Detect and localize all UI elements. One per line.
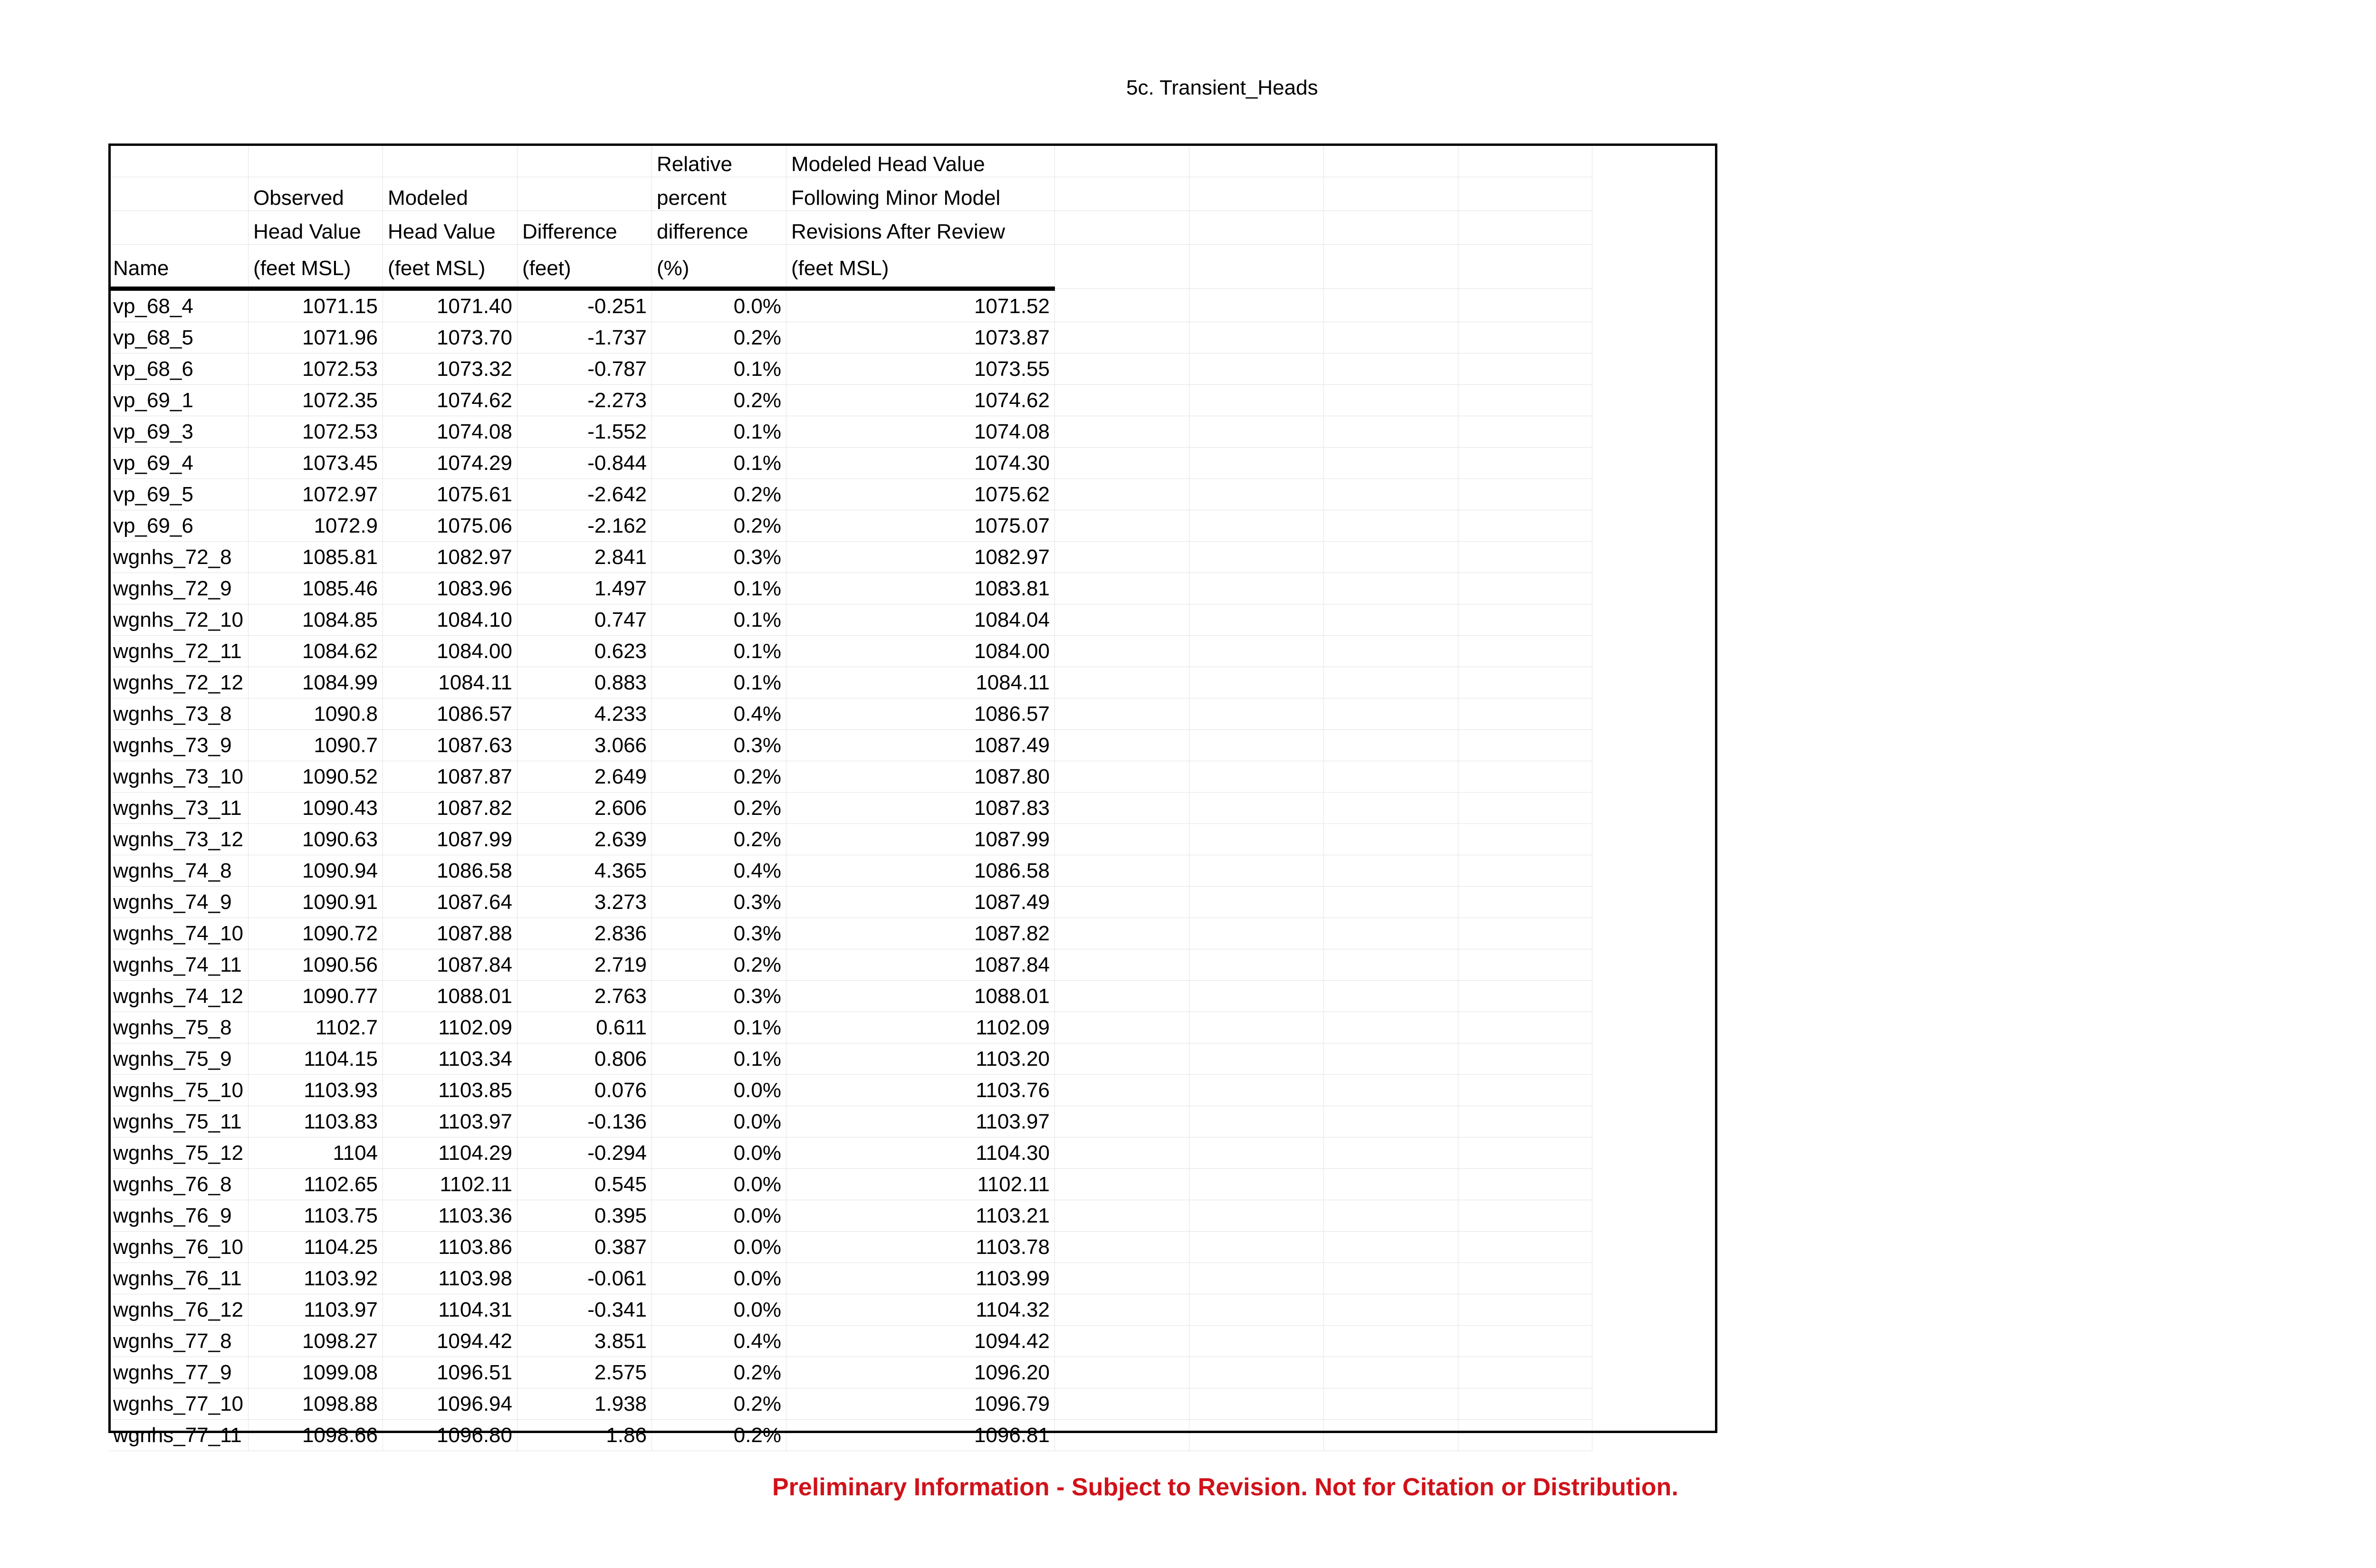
- cell-name[interactable]: vp_69_5: [108, 479, 249, 510]
- cell-revised-modeled-head[interactable]: 1103.20: [786, 1043, 1055, 1075]
- cell-observed-head[interactable]: 1090.77: [249, 981, 383, 1012]
- cell-observed-head[interactable]: 1085.46: [249, 573, 383, 604]
- cell-revised-modeled-head[interactable]: 1104.32: [786, 1294, 1055, 1326]
- cell-difference[interactable]: 1.938: [517, 1388, 652, 1420]
- cell-name[interactable]: wgnhs_73_9: [108, 730, 249, 761]
- cell-difference[interactable]: -0.251: [517, 289, 652, 322]
- header-cell-relative[interactable]: (%): [652, 245, 786, 289]
- cell-relative-percent-difference[interactable]: 0.0%: [652, 1138, 786, 1169]
- cell-revised-modeled-head[interactable]: 1087.49: [786, 730, 1055, 761]
- cell-observed-head[interactable]: 1090.8: [249, 698, 383, 730]
- cell-modeled-head[interactable]: 1087.88: [383, 918, 517, 949]
- cell-modeled-head[interactable]: 1104.29: [383, 1138, 517, 1169]
- cell-modeled-head[interactable]: 1087.64: [383, 887, 517, 918]
- cell-revised-modeled-head[interactable]: 1087.80: [786, 761, 1055, 793]
- cell-difference[interactable]: 2.649: [517, 761, 652, 793]
- cell-difference[interactable]: 4.233: [517, 698, 652, 730]
- cell-relative-percent-difference[interactable]: 0.2%: [652, 322, 786, 354]
- cell-relative-percent-difference[interactable]: 0.2%: [652, 385, 786, 416]
- cell-relative-percent-difference[interactable]: 0.2%: [652, 793, 786, 824]
- cell-modeled-head[interactable]: 1075.06: [383, 510, 517, 542]
- cell-observed-head[interactable]: 1103.75: [249, 1200, 383, 1232]
- cell-revised-modeled-head[interactable]: 1074.30: [786, 448, 1055, 479]
- cell-modeled-head[interactable]: 1073.70: [383, 322, 517, 354]
- cell-name[interactable]: wgnhs_73_12: [108, 824, 249, 855]
- cell-revised-modeled-head[interactable]: 1104.30: [786, 1138, 1055, 1169]
- cell-modeled-head[interactable]: 1102.11: [383, 1169, 517, 1200]
- cell-observed-head[interactable]: 1102.7: [249, 1012, 383, 1043]
- cell-revised-modeled-head[interactable]: 1103.76: [786, 1075, 1055, 1106]
- cell-name[interactable]: wgnhs_75_9: [108, 1043, 249, 1075]
- cell-observed-head[interactable]: 1073.45: [249, 448, 383, 479]
- header-cell-relative[interactable]: difference: [652, 211, 786, 245]
- cell-name[interactable]: vp_68_6: [108, 354, 249, 385]
- cell-revised-modeled-head[interactable]: 1073.55: [786, 354, 1055, 385]
- cell-name[interactable]: vp_69_1: [108, 385, 249, 416]
- cell-name[interactable]: wgnhs_74_11: [108, 949, 249, 981]
- cell-relative-percent-difference[interactable]: 0.1%: [652, 604, 786, 636]
- cell-modeled-head[interactable]: 1084.11: [383, 667, 517, 698]
- cell-name[interactable]: wgnhs_75_10: [108, 1075, 249, 1106]
- cell-difference[interactable]: 0.747: [517, 604, 652, 636]
- cell-difference[interactable]: 2.763: [517, 981, 652, 1012]
- cell-observed-head[interactable]: 1084.99: [249, 667, 383, 698]
- cell-revised-modeled-head[interactable]: 1096.20: [786, 1357, 1055, 1388]
- cell-observed-head[interactable]: 1084.62: [249, 636, 383, 667]
- cell-revised-modeled-head[interactable]: 1087.84: [786, 949, 1055, 981]
- cell-difference[interactable]: 0.883: [517, 667, 652, 698]
- cell-name[interactable]: wgnhs_77_11: [108, 1420, 249, 1451]
- cell-modeled-head[interactable]: 1087.99: [383, 824, 517, 855]
- cell-revised-modeled-head[interactable]: 1087.99: [786, 824, 1055, 855]
- cell-observed-head[interactable]: 1090.63: [249, 824, 383, 855]
- cell-revised-modeled-head[interactable]: 1082.97: [786, 542, 1055, 573]
- cell-modeled-head[interactable]: 1087.82: [383, 793, 517, 824]
- table-frame: [108, 143, 1717, 1433]
- cell-modeled-head[interactable]: 1104.31: [383, 1294, 517, 1326]
- cell-name[interactable]: wgnhs_75_8: [108, 1012, 249, 1043]
- cell-relative-percent-difference[interactable]: 0.0%: [652, 1232, 786, 1263]
- cell-observed-head[interactable]: 1102.65: [249, 1169, 383, 1200]
- cell-name[interactable]: wgnhs_72_11: [108, 636, 249, 667]
- cell-difference[interactable]: -0.341: [517, 1294, 652, 1326]
- cell-relative-percent-difference[interactable]: 0.2%: [652, 1388, 786, 1420]
- cell-modeled-head[interactable]: 1083.96: [383, 573, 517, 604]
- cell-revised-modeled-head[interactable]: 1084.11: [786, 667, 1055, 698]
- preliminary-notice: Preliminary Information - Subject to Revision. Not for Citation or Distribution.: [772, 1473, 1678, 1501]
- cell-revised-modeled-head[interactable]: 1102.11: [786, 1169, 1055, 1200]
- cell-observed-head[interactable]: 1090.91: [249, 887, 383, 918]
- cell-observed-head[interactable]: 1104: [249, 1138, 383, 1169]
- header-cell-revised[interactable]: Revisions After Review: [786, 211, 1055, 245]
- cell-relative-percent-difference[interactable]: 0.0%: [652, 1075, 786, 1106]
- cell-modeled-head[interactable]: 1075.61: [383, 479, 517, 510]
- cell-revised-modeled-head[interactable]: 1086.57: [786, 698, 1055, 730]
- cell-relative-percent-difference[interactable]: 0.2%: [652, 510, 786, 542]
- cell-revised-modeled-head[interactable]: 1075.62: [786, 479, 1055, 510]
- cell-difference[interactable]: 1.497: [517, 573, 652, 604]
- header-cell-observed[interactable]: Observed: [249, 177, 383, 211]
- cell-name[interactable]: wgnhs_76_8: [108, 1169, 249, 1200]
- cell-name[interactable]: wgnhs_74_9: [108, 887, 249, 918]
- cell-difference[interactable]: 2.639: [517, 824, 652, 855]
- cell-name[interactable]: wgnhs_75_12: [108, 1138, 249, 1169]
- cell-modeled-head[interactable]: 1094.42: [383, 1326, 517, 1357]
- cell-relative-percent-difference[interactable]: 0.0%: [652, 1263, 786, 1294]
- cell-revised-modeled-head[interactable]: 1087.83: [786, 793, 1055, 824]
- cell-revised-modeled-head[interactable]: 1071.52: [786, 289, 1055, 322]
- cell-observed-head[interactable]: 1090.56: [249, 949, 383, 981]
- cell-observed-head[interactable]: 1103.97: [249, 1294, 383, 1326]
- cell-observed-head[interactable]: 1071.96: [249, 322, 383, 354]
- cell-revised-modeled-head[interactable]: 1102.09: [786, 1012, 1055, 1043]
- cell-relative-percent-difference[interactable]: 0.1%: [652, 636, 786, 667]
- cell-name[interactable]: wgnhs_74_12: [108, 981, 249, 1012]
- cell-revised-modeled-head[interactable]: 1084.00: [786, 636, 1055, 667]
- header-cell-observed[interactable]: (feet MSL): [249, 245, 383, 289]
- cell-modeled-head[interactable]: 1103.85: [383, 1075, 517, 1106]
- cell-difference[interactable]: 0.395: [517, 1200, 652, 1232]
- cell-observed-head[interactable]: 1098.27: [249, 1326, 383, 1357]
- cell-revised-modeled-head[interactable]: 1088.01: [786, 981, 1055, 1012]
- cell-observed-head[interactable]: 1103.83: [249, 1106, 383, 1138]
- cell-relative-percent-difference[interactable]: 0.2%: [652, 761, 786, 793]
- cell-name[interactable]: wgnhs_77_10: [108, 1388, 249, 1420]
- cell-difference[interactable]: 0.806: [517, 1043, 652, 1075]
- cell-modeled-head[interactable]: 1084.00: [383, 636, 517, 667]
- cell-revised-modeled-head[interactable]: 1087.49: [786, 887, 1055, 918]
- cell-difference[interactable]: -2.273: [517, 385, 652, 416]
- cell-revised-modeled-head[interactable]: 1103.97: [786, 1106, 1055, 1138]
- cell-name[interactable]: wgnhs_76_9: [108, 1200, 249, 1232]
- cell-revised-modeled-head[interactable]: 1096.81: [786, 1420, 1055, 1451]
- cell-difference[interactable]: 0.076: [517, 1075, 652, 1106]
- cell-name[interactable]: wgnhs_74_8: [108, 855, 249, 887]
- cell-modeled-head[interactable]: 1074.62: [383, 385, 517, 416]
- cell-relative-percent-difference[interactable]: 0.0%: [652, 1106, 786, 1138]
- header-cell-observed[interactable]: Head Value: [249, 211, 383, 245]
- cell-relative-percent-difference[interactable]: 0.1%: [652, 667, 786, 698]
- cell-name[interactable]: vp_69_3: [108, 416, 249, 448]
- cell-relative-percent-difference[interactable]: 0.3%: [652, 918, 786, 949]
- cell-difference[interactable]: 2.841: [517, 542, 652, 573]
- cell-name[interactable]: wgnhs_77_8: [108, 1326, 249, 1357]
- cell-difference[interactable]: -1.552: [517, 416, 652, 448]
- cell-relative-percent-difference[interactable]: 0.4%: [652, 698, 786, 730]
- cell-observed-head[interactable]: 1072.97: [249, 479, 383, 510]
- cell-modeled-head[interactable]: 1096.80: [383, 1420, 517, 1451]
- cell-observed-head[interactable]: 1072.53: [249, 416, 383, 448]
- cell-modeled-head[interactable]: 1074.29: [383, 448, 517, 479]
- cell-difference[interactable]: 2.836: [517, 918, 652, 949]
- cell-observed-head[interactable]: 1090.52: [249, 761, 383, 793]
- cell-observed-head[interactable]: 1099.08: [249, 1357, 383, 1388]
- cell-observed-head[interactable]: 1098.66: [249, 1420, 383, 1451]
- cell-observed-head[interactable]: 1104.15: [249, 1043, 383, 1075]
- header-cell-difference[interactable]: (feet): [517, 245, 652, 289]
- cell-modeled-head[interactable]: 1084.10: [383, 604, 517, 636]
- cell-difference[interactable]: 0.545: [517, 1169, 652, 1200]
- header-cell-modeled[interactable]: (feet MSL): [383, 245, 517, 289]
- cell-observed-head[interactable]: 1098.88: [249, 1388, 383, 1420]
- cell-relative-percent-difference[interactable]: 0.2%: [652, 824, 786, 855]
- cell-modeled-head[interactable]: 1096.94: [383, 1388, 517, 1420]
- cell-modeled-head[interactable]: 1088.01: [383, 981, 517, 1012]
- cell-observed-head[interactable]: 1071.15: [249, 289, 383, 322]
- cell-modeled-head[interactable]: 1103.98: [383, 1263, 517, 1294]
- cell-difference[interactable]: 0.387: [517, 1232, 652, 1263]
- cell-relative-percent-difference[interactable]: 0.3%: [652, 542, 786, 573]
- cell-relative-percent-difference[interactable]: 0.2%: [652, 949, 786, 981]
- cell-name[interactable]: wgnhs_72_10: [108, 604, 249, 636]
- cell-name[interactable]: wgnhs_76_12: [108, 1294, 249, 1326]
- cell-observed-head[interactable]: 1072.53: [249, 354, 383, 385]
- cell-observed-head[interactable]: 1104.25: [249, 1232, 383, 1263]
- cell-difference[interactable]: 0.623: [517, 636, 652, 667]
- cell-difference[interactable]: -2.162: [517, 510, 652, 542]
- cell-name[interactable]: wgnhs_73_10: [108, 761, 249, 793]
- cell-difference[interactable]: -0.787: [517, 354, 652, 385]
- cell-modeled-head[interactable]: 1086.58: [383, 855, 517, 887]
- cell-modeled-head[interactable]: 1102.09: [383, 1012, 517, 1043]
- cell-revised-modeled-head[interactable]: 1096.79: [786, 1388, 1055, 1420]
- cell-name[interactable]: wgnhs_76_11: [108, 1263, 249, 1294]
- cell-name[interactable]: vp_69_6: [108, 510, 249, 542]
- cell-modeled-head[interactable]: 1071.40: [383, 289, 517, 322]
- cell-observed-head[interactable]: 1072.9: [249, 510, 383, 542]
- cell-revised-modeled-head[interactable]: 1094.42: [786, 1326, 1055, 1357]
- header-cell-difference[interactable]: Difference: [517, 211, 652, 245]
- cell-relative-percent-difference[interactable]: 0.1%: [652, 448, 786, 479]
- cell-difference[interactable]: 1.86: [517, 1420, 652, 1451]
- cell-modeled-head[interactable]: 1087.87: [383, 761, 517, 793]
- cell-observed-head[interactable]: 1103.92: [249, 1263, 383, 1294]
- cell-difference[interactable]: 2.719: [517, 949, 652, 981]
- header-cell-relative[interactable]: percent: [652, 177, 786, 211]
- cell-difference[interactable]: 3.066: [517, 730, 652, 761]
- cell-name[interactable]: wgnhs_73_8: [108, 698, 249, 730]
- cell-difference[interactable]: 0.611: [517, 1012, 652, 1043]
- cell-relative-percent-difference[interactable]: 0.3%: [652, 887, 786, 918]
- cell-observed-head[interactable]: 1072.35: [249, 385, 383, 416]
- header-cell-name[interactable]: Name: [108, 245, 249, 289]
- cell-relative-percent-difference[interactable]: 0.2%: [652, 1420, 786, 1451]
- cell-observed-head[interactable]: 1090.72: [249, 918, 383, 949]
- cell-difference[interactable]: 3.851: [517, 1326, 652, 1357]
- cell-difference[interactable]: -1.737: [517, 322, 652, 354]
- cell-revised-modeled-head[interactable]: 1086.58: [786, 855, 1055, 887]
- header-cell-modeled[interactable]: Head Value: [383, 211, 517, 245]
- cell-relative-percent-difference[interactable]: 0.1%: [652, 416, 786, 448]
- cell-revised-modeled-head[interactable]: 1084.04: [786, 604, 1055, 636]
- cell-observed-head[interactable]: 1085.81: [249, 542, 383, 573]
- cell-difference[interactable]: 3.273: [517, 887, 652, 918]
- cell-modeled-head[interactable]: 1103.36: [383, 1200, 517, 1232]
- cell-name[interactable]: wgnhs_75_11: [108, 1106, 249, 1138]
- cell-relative-percent-difference[interactable]: 0.4%: [652, 855, 786, 887]
- cell-relative-percent-difference[interactable]: 0.1%: [652, 1043, 786, 1075]
- cell-name[interactable]: wgnhs_77_9: [108, 1357, 249, 1388]
- cell-difference[interactable]: -2.642: [517, 479, 652, 510]
- cell-observed-head[interactable]: 1084.85: [249, 604, 383, 636]
- cell-name[interactable]: wgnhs_72_8: [108, 542, 249, 573]
- cell-name[interactable]: wgnhs_73_11: [108, 793, 249, 824]
- cell-revised-modeled-head[interactable]: 1103.21: [786, 1200, 1055, 1232]
- cell-revised-modeled-head[interactable]: 1073.87: [786, 322, 1055, 354]
- cell-revised-modeled-head[interactable]: 1087.82: [786, 918, 1055, 949]
- cell-difference[interactable]: 2.575: [517, 1357, 652, 1388]
- cell-modeled-head[interactable]: 1103.97: [383, 1106, 517, 1138]
- cell-relative-percent-difference[interactable]: 0.0%: [652, 289, 786, 322]
- header-cell-revised[interactable]: Modeled Head Value: [786, 143, 1055, 177]
- cell-revised-modeled-head[interactable]: 1074.62: [786, 385, 1055, 416]
- cell-relative-percent-difference[interactable]: 0.0%: [652, 1169, 786, 1200]
- cell-relative-percent-difference[interactable]: 0.1%: [652, 1012, 786, 1043]
- cell-relative-percent-difference[interactable]: 0.4%: [652, 1326, 786, 1357]
- cell-relative-percent-difference[interactable]: 0.3%: [652, 981, 786, 1012]
- cell-name[interactable]: wgnhs_76_10: [108, 1232, 249, 1263]
- cell-name[interactable]: wgnhs_72_9: [108, 573, 249, 604]
- cell-modeled-head[interactable]: 1096.51: [383, 1357, 517, 1388]
- sheet-title: 5c. Transient_Heads: [1126, 76, 1318, 99]
- cell-modeled-head[interactable]: 1086.57: [383, 698, 517, 730]
- cell-observed-head[interactable]: 1090.43: [249, 793, 383, 824]
- header-cell-revised[interactable]: Following Minor Model: [786, 177, 1055, 211]
- cell-modeled-head[interactable]: 1087.84: [383, 949, 517, 981]
- cell-revised-modeled-head[interactable]: 1103.78: [786, 1232, 1055, 1263]
- cell-relative-percent-difference[interactable]: 0.2%: [652, 1357, 786, 1388]
- cell-modeled-head[interactable]: 1082.97: [383, 542, 517, 573]
- cell-modeled-head[interactable]: 1103.34: [383, 1043, 517, 1075]
- cell-difference[interactable]: 4.365: [517, 855, 652, 887]
- cell-name[interactable]: vp_69_4: [108, 448, 249, 479]
- cell-revised-modeled-head[interactable]: 1103.99: [786, 1263, 1055, 1294]
- cell-observed-head[interactable]: 1090.7: [249, 730, 383, 761]
- cell-modeled-head[interactable]: 1103.86: [383, 1232, 517, 1263]
- cell-revised-modeled-head[interactable]: 1075.07: [786, 510, 1055, 542]
- cell-name[interactable]: vp_68_5: [108, 322, 249, 354]
- cell-difference[interactable]: -0.061: [517, 1263, 652, 1294]
- cell-name[interactable]: wgnhs_74_10: [108, 918, 249, 949]
- cell-relative-percent-difference[interactable]: 0.2%: [652, 479, 786, 510]
- cell-revised-modeled-head[interactable]: 1074.08: [786, 416, 1055, 448]
- cell-revised-modeled-head[interactable]: 1083.81: [786, 573, 1055, 604]
- cell-relative-percent-difference[interactable]: 0.0%: [652, 1200, 786, 1232]
- cell-modeled-head[interactable]: 1087.63: [383, 730, 517, 761]
- cell-observed-head[interactable]: 1090.94: [249, 855, 383, 887]
- cell-modeled-head[interactable]: 1074.08: [383, 416, 517, 448]
- cell-relative-percent-difference[interactable]: 0.1%: [652, 354, 786, 385]
- header-cell-modeled[interactable]: Modeled: [383, 177, 517, 211]
- cell-relative-percent-difference[interactable]: 0.1%: [652, 573, 786, 604]
- cell-observed-head[interactable]: 1103.93: [249, 1075, 383, 1106]
- cell-relative-percent-difference[interactable]: 0.3%: [652, 730, 786, 761]
- cell-relative-percent-difference[interactable]: 0.0%: [652, 1294, 786, 1326]
- header-cell-relative[interactable]: Relative: [652, 143, 786, 177]
- cell-name[interactable]: vp_68_4: [108, 289, 249, 322]
- header-cell-revised[interactable]: (feet MSL): [786, 245, 1055, 289]
- cell-name[interactable]: wgnhs_72_12: [108, 667, 249, 698]
- cell-difference[interactable]: -0.136: [517, 1106, 652, 1138]
- cell-modeled-head[interactable]: 1073.32: [383, 354, 517, 385]
- cell-difference[interactable]: -0.294: [517, 1138, 652, 1169]
- cell-difference[interactable]: -0.844: [517, 448, 652, 479]
- cell-difference[interactable]: 2.606: [517, 793, 652, 824]
